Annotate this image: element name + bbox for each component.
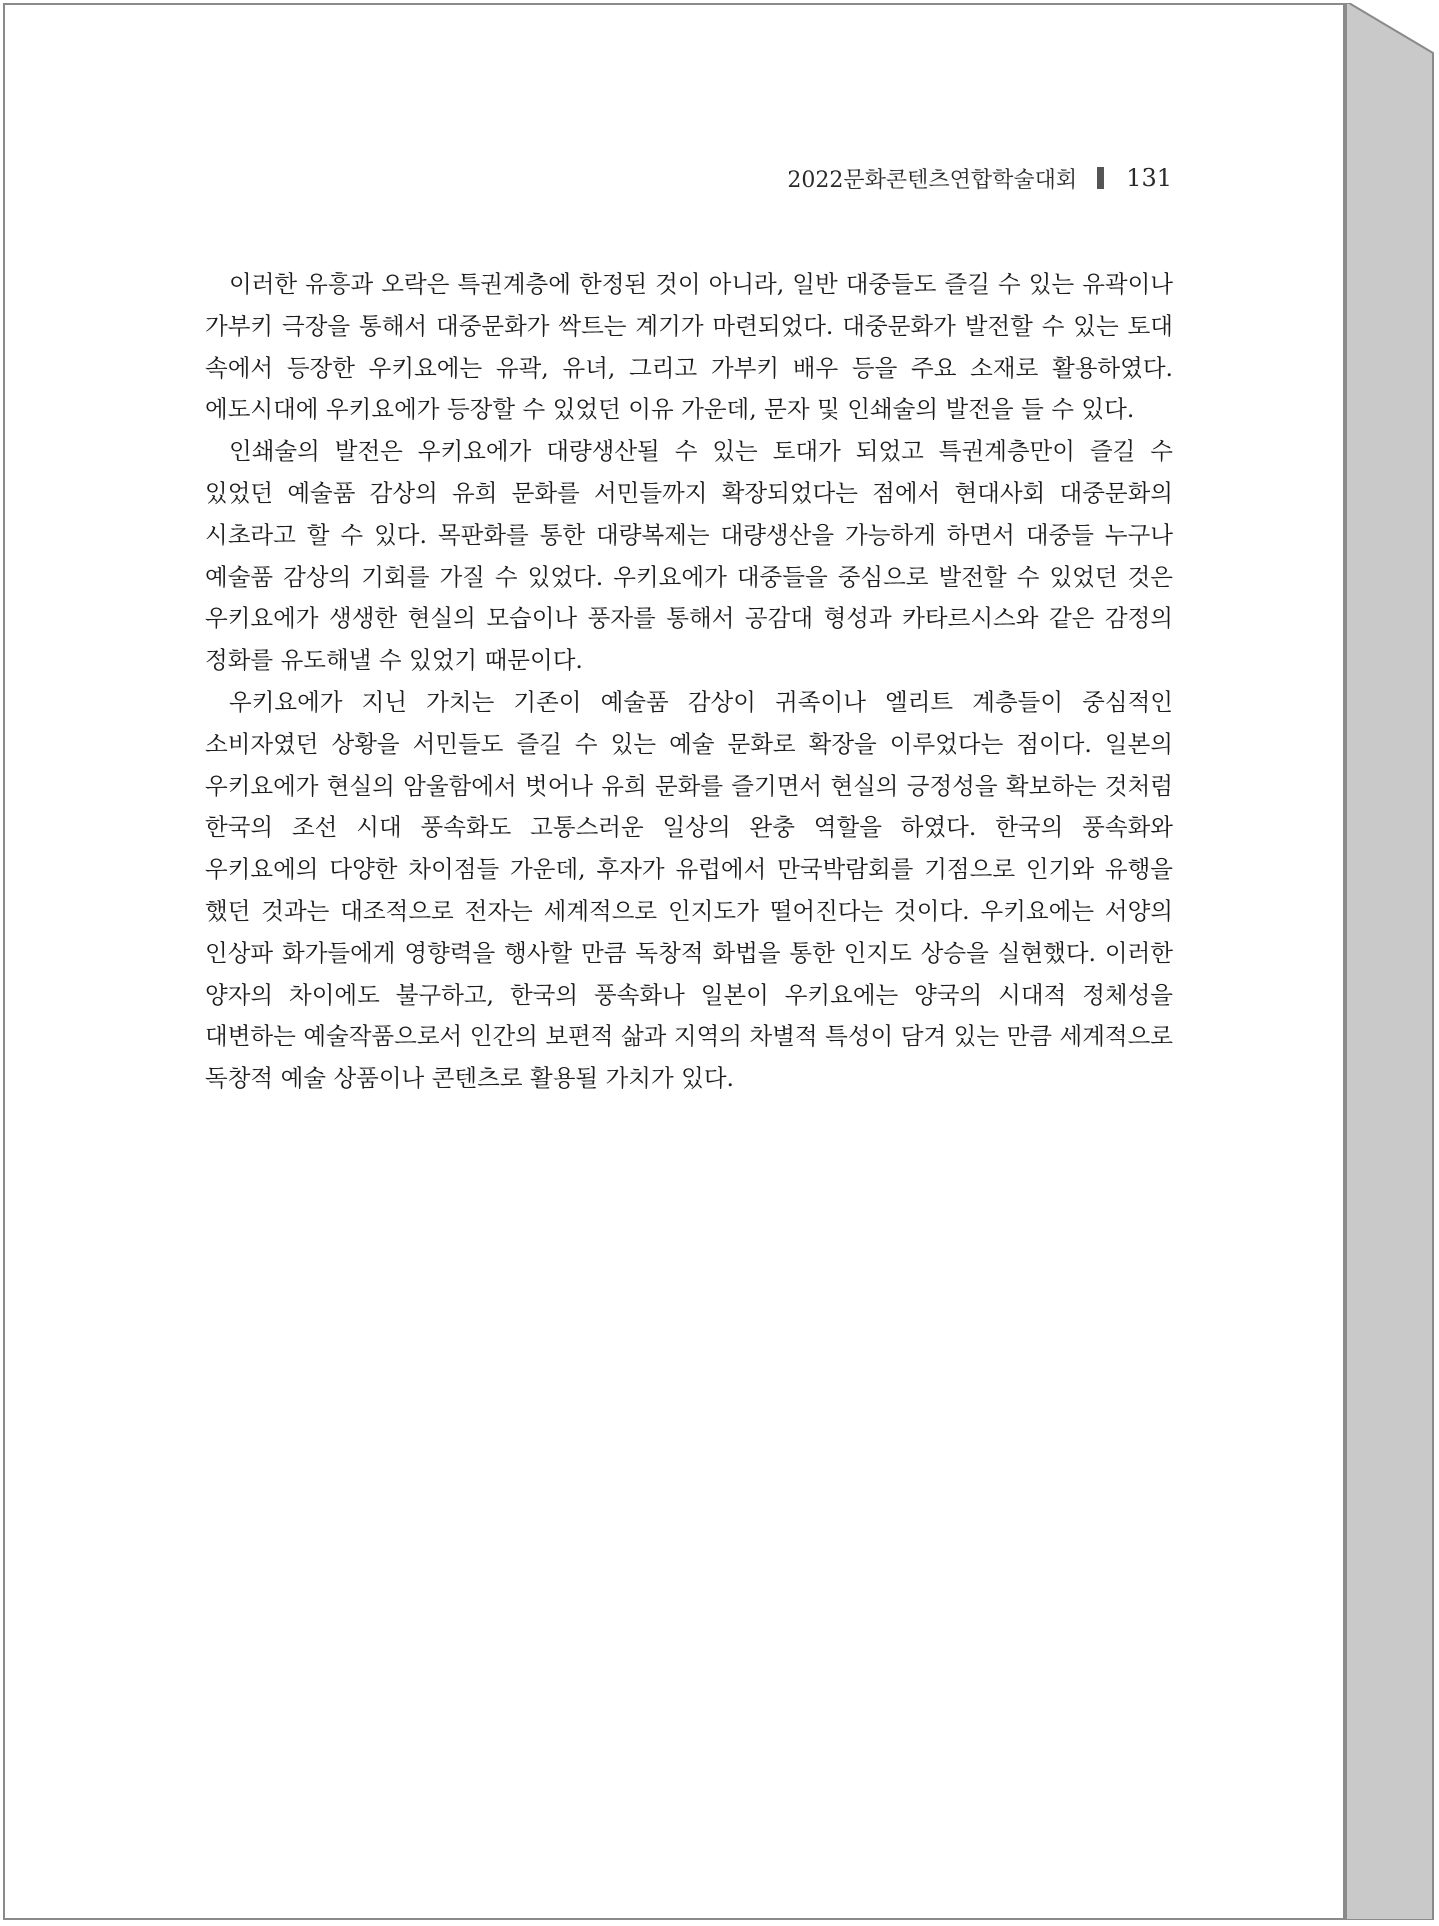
page-number: 131 bbox=[1126, 164, 1172, 192]
paragraph: 우키요에가 지닌 가치는 기존이 예술품 감상이 귀족이나 엘리트 계층들이 중심적인 소비자였던 상황을 서민들도 즐길 수 있는 예술 문화로 확장을 이루었다는 점이다. 일본의 우키요에가 현실의 암울함에서 벗어나 유희 문화를 즐기면서 현실의 긍정성을 확보하는 것처럼 한국의 조선 시대 풍속화도 고통스러운 일상의 완충 역할을 하였다. 한국의 풍속화와 우키요에의 다양한 차이점들 가운데, 후자가 유럽에서 만국박람회를 기점으로 인기와 유행을 했던 것과는 대조적으로 전자는 세계적으로 인지도가 떨어진다는 것이다. 우키요에는 서양의 인상파 화가들에게 영향력을 행사할 만큼 독창적 화법을 통한 인지도 상승을 실현했다. 이러한 양자의 차이에도 불구하고, 한국의 풍속화나 일본이 우키요에는 양국의 시대적 정체성을 대변하는 예술작품으로서 인간의 보편적 삶과 지역의 차별적 특성이 담겨 있는 만큼 세계적으로 독창적 예술 상품이나 콘텐츠로 활용될 가치가 있다. bbox=[205, 687, 1173, 1093]
paragraph: 이러한 유흥과 오락은 특권계층에 한정된 것이 아니라, 일반 대중들도 즐길 수 있는 유곽이나 가부키 극장을 통해서 대중문화가 싹트는 계기가 마련되었다. 대중문화가 발전할 수 있는 토대 속에서 등장한 우키요에는 유곽, 유녀, 그리고 가부키 배우 등을 주요 소재로 활용하였다. 에도시대에 우키요에가 등장할 수 있었던 이유 가운데, 문자 및 인쇄술의 발전을 들 수 있다. bbox=[205, 270, 1173, 424]
book-page-edge bbox=[1345, 3, 1436, 1920]
running-header-title: 2022문화콘텐츠연합학술대회 bbox=[787, 167, 1078, 193]
paragraph: 인쇄술의 발전은 우키요에가 대량생산될 수 있는 토대가 되었고 특권계층만이 즐길 수 있었던 예술품 감상의 유희 문화를 서민들까지 확장되었다는 점에서 현대사회 대중문화의 시초라고 할 수 있다. 목판화를 통한 대량복제는 대량생산을 가능하게 하면서 대중들 누구나 예술품 감상의 기회를 가질 수 있었다. 우키요에가 대중들을 중심으로 발전할 수 있었던 것은 우키요에가 생생한 현실의 모습이나 풍자를 통해서 공감대 형성과 카타르시스와 같은 감정의 정화를 유도해낼 수 있었기 때문이다. bbox=[205, 437, 1173, 675]
header-separator-bar bbox=[1097, 167, 1104, 189]
body-text bbox=[205, 264, 1173, 1100]
running-header bbox=[700, 160, 1172, 196]
